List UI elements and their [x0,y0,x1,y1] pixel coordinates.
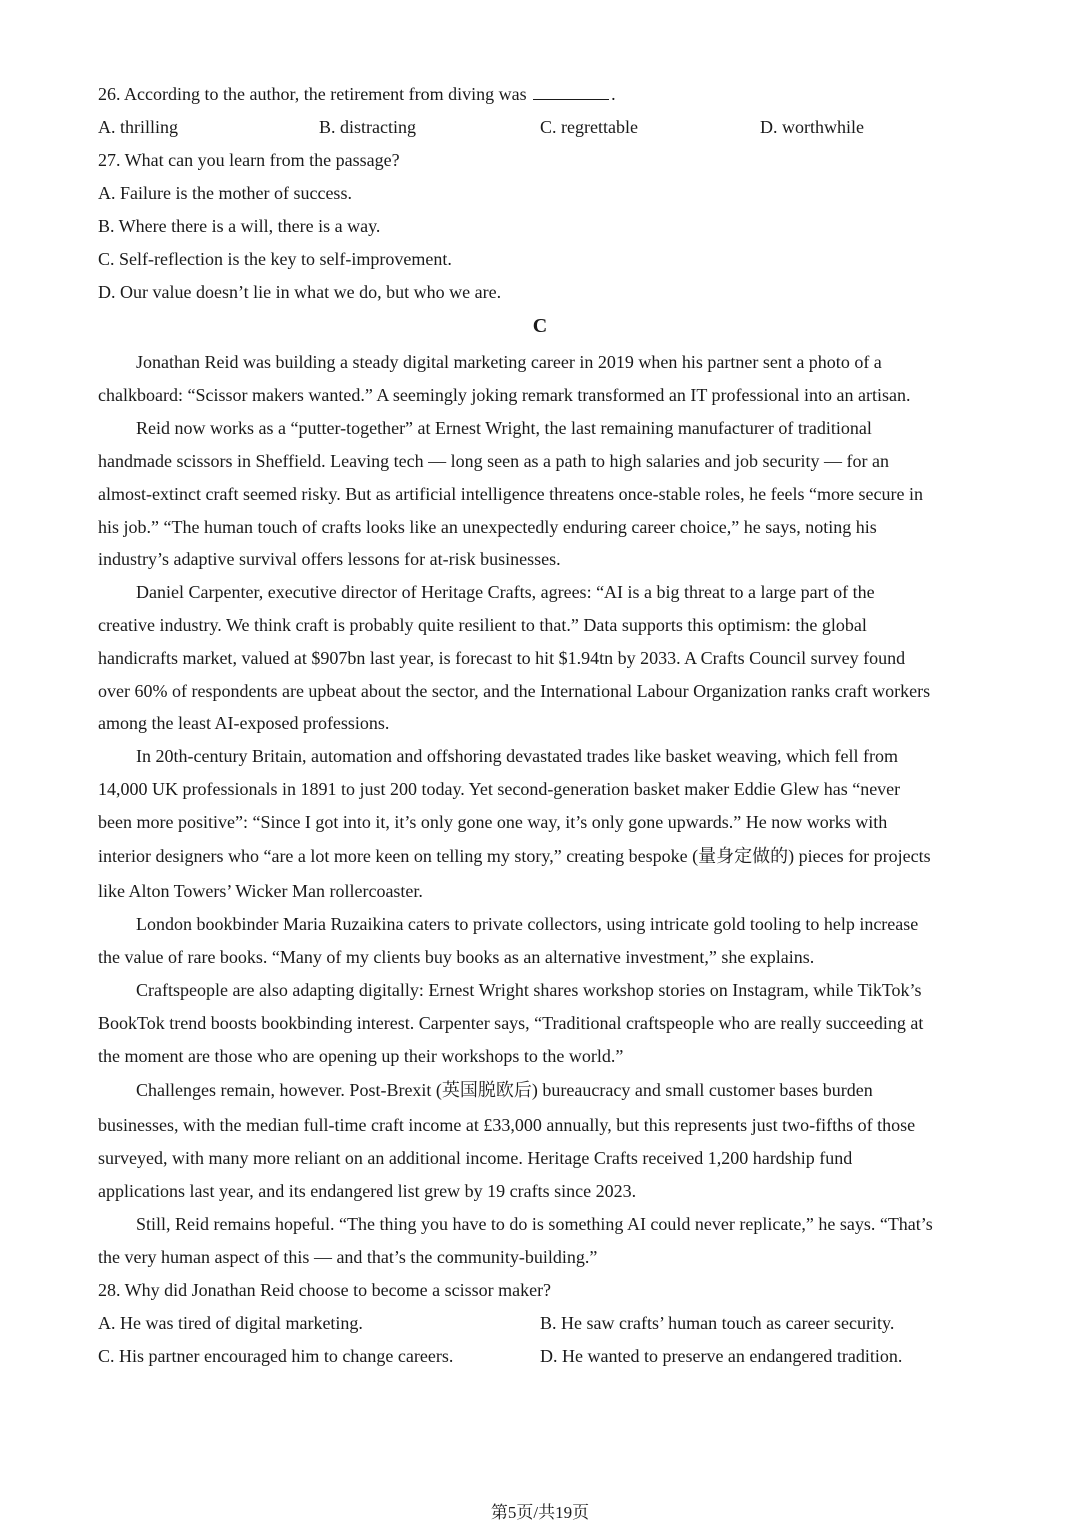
passage-line: industry’s adaptive survival offers lessons for at-risk businesses. [98,549,561,569]
question-27-option-b: B. Where there is a will, there is a way. [98,216,381,236]
passage-line: In 20th-century Britain, automation and offshoring devastated trades like basket weaving, which fell from [136,746,898,766]
passage-line: his job.” “The human touch of crafts looks like an unexpectedly enduring career choice,” he says, noting his [98,517,877,537]
question-28-option-b: B. He saw crafts’ human touch as career security. [540,1313,895,1333]
passage-line: been more positive”: “Since I got into it, it’s only gone one way, it’s only gone upwards.” He now works with [98,812,888,832]
section-heading: C [532,315,548,337]
passage-line: Jonathan Reid was building a steady digital marketing career in 2019 when his partner sent a photo of a [136,352,882,372]
question-26-option-a: A. thrilling [98,117,178,137]
answer-blank [533,83,609,100]
passage-line: BookTok trend boosts bookbinding interest. Carpenter says, “Traditional craftspeople who are really succeeding at [98,1013,924,1033]
question-27-stem: 27. What can you learn from the passage? [98,150,400,170]
passage-line: interior designers who “are a lot more keen on telling my story,” creating bespoke (量身定做的) pieces for projects [98,846,931,866]
question-26-stem-text: 26. According to the author, the retirement from diving was [98,84,527,104]
question-26-stem [98,83,988,105]
passage-line: Reid now works as a “putter-together” at Ernest Wright, the last remaining manufacturer of traditional [136,418,872,438]
question-28-option-d: D. He wanted to preserve an endangered tradition. [540,1346,903,1366]
question-27-option-a: A. Failure is the mother of success. [98,183,352,203]
question-26-stem-end: . [611,84,616,104]
passage-line: Still, Reid remains hopeful. “The thing you have to do is something AI could never replicate,” he says. “That’s [136,1214,933,1234]
question-28-option-a: A. He was tired of digital marketing. [98,1313,363,1333]
question-27-option-c: C. Self-reflection is the key to self-improvement. [98,249,452,269]
passage-line: among the least AI-exposed professions. [98,713,390,733]
passage-line: almost-extinct craft seemed risky. But as artificial intelligence threatens once-stable roles, he feels “more secure in [98,484,923,504]
passage-line: surveyed, with many more reliant on an additional income. Heritage Crafts received 1,200 hardship fund [98,1148,853,1168]
passage-line: chalkboard: “Scissor makers wanted.” A seemingly joking remark transformed an IT professional into an artisan. [98,385,911,405]
passage-line: businesses, with the median full-time craft income at £33,000 annually, but this represents just two-fifths of those [98,1115,916,1135]
question-26-option-d: D. worthwhile [760,117,864,137]
passage-line: applications last year, and its endangered list grew by 19 crafts since 2023. [98,1181,637,1201]
question-26-option-c: C. regrettable [540,117,638,137]
question-27-option-d: D. Our value doesn’t lie in what we do, but who we are. [98,282,502,302]
passage-line: handicrafts market, valued at $907bn last year, is forecast to hit $1.94tn by 2033. A Crafts Council survey found [98,648,906,668]
passage-line: Challenges remain, however. Post-Brexit (英国脱欧后) bureaucracy and small customer bases burden [136,1080,873,1100]
question-28-stem: 28. Why did Jonathan Reid choose to become a scissor maker? [98,1280,552,1300]
passage-line: the value of rare books. “Many of my clients buy books as an alternative investment,” she explains. [98,947,815,967]
passage-line: over 60% of respondents are upbeat about the sector, and the International Labour Organization ranks craft workers [98,681,931,701]
passage-line: London bookbinder Maria Ruzaikina caters to private collectors, using intricate gold tooling to help increase [136,914,919,934]
passage-line: handmade scissors in Sheffield. Leaving tech — long seen as a path to high salaries and job security — for an [98,451,889,471]
passage-line: creative industry. We think craft is probably quite resilient to that.” Data supports this optimism: the global [98,615,867,635]
passage-line: Daniel Carpenter, executive director of Heritage Crafts, agrees: “AI is a big threat to a large part of the [136,582,875,602]
passage-line: the moment are those who are opening up their workshops to the world.” [98,1046,624,1066]
question-26-option-b: B. distracting [319,117,416,137]
page-number: 第5页/共19页 [490,1503,590,1522]
passage-line: like Alton Towers’ Wicker Man rollercoaster. [98,881,423,901]
passage-line: 14,000 UK professionals in 1891 to just 200 today. Yet second-generation basket maker Eddie Glew has “never [98,779,901,799]
question-28-option-c: C. His partner encouraged him to change careers. [98,1346,454,1366]
passage-line: the very human aspect of this — and that’s the community-building.” [98,1247,598,1267]
passage-line: Craftspeople are also adapting digitally: Ernest Wright shares workshop stories on Instagram, while TikTok’s [136,980,922,1000]
